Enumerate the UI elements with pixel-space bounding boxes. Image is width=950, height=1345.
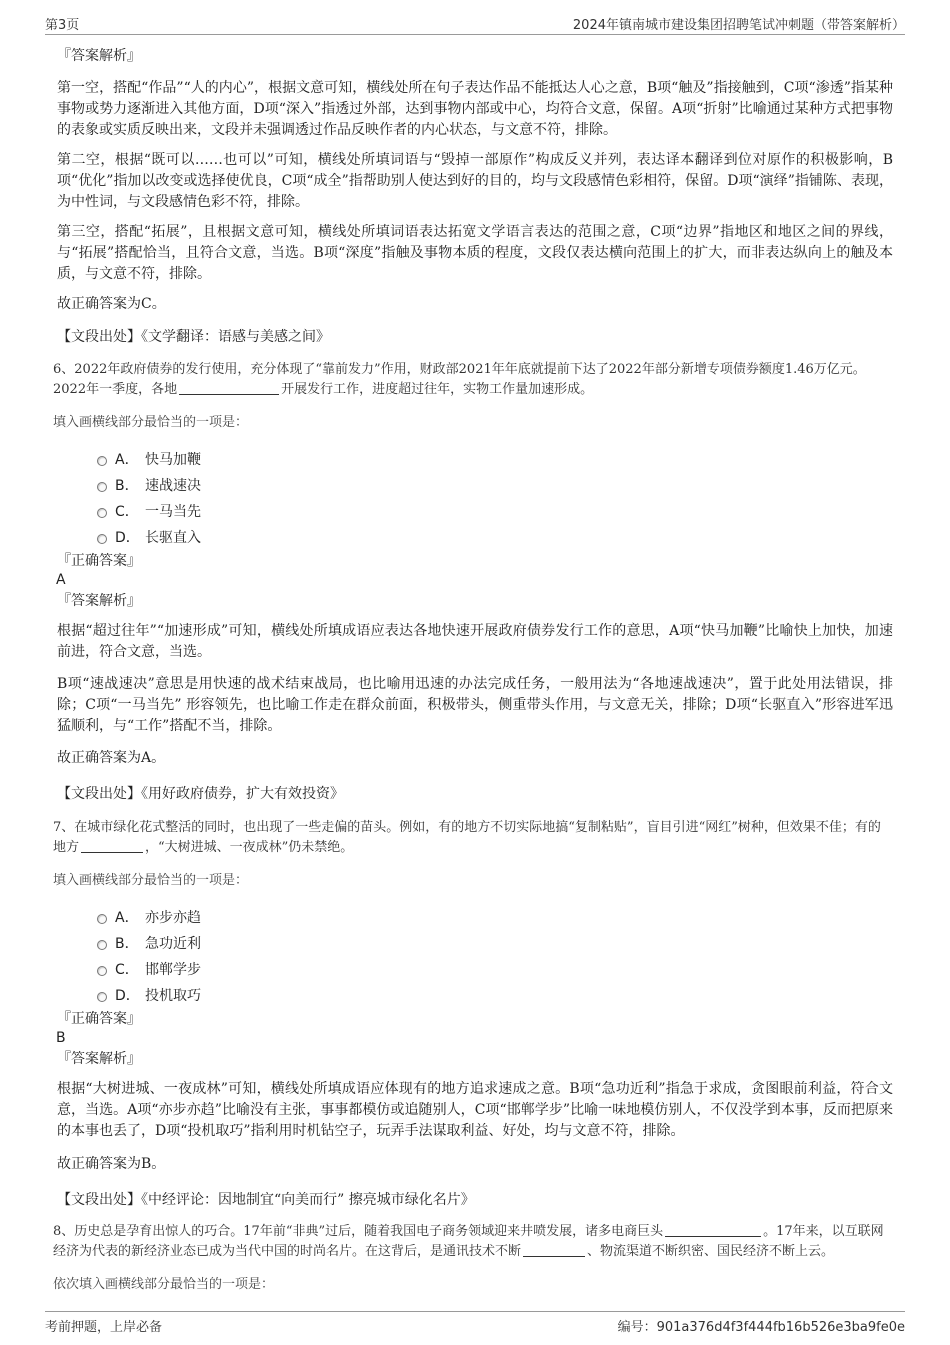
option-letter: D． (115, 530, 140, 546)
q7-question-text (53, 818, 893, 858)
q7-option-d[interactable] (57, 983, 893, 1009)
q7-text-after: ，“大树进城、一夜成林”仍未禁绝。 (145, 840, 354, 855)
document-serial: 编号：901a376d4f3f444fb16b526e3ba9fe0e (617, 1320, 905, 1335)
q5-analysis-paragraph: 第三空，搭配“拓展”，且根据文意可知，横线处所填词语表达拓宽文学语言表达的范围之意，C项“边界”指地区和地区之间的界线，与“拓展”搭配恰当，且符合文意，当选。B项“深度”指触及事物本质的程度，文段仅表达横向范围上的扩大，而非表达纵向上的触及本质，与文意不符，排除。 (57, 224, 893, 282)
q6-text-after: 开展发行工作，进度超过往年，实物工作量加速形成。 (281, 382, 594, 397)
option-text: 急功近利 (145, 936, 201, 952)
q6-option-d[interactable] (57, 525, 893, 551)
q5-conclusion: 故正确答案为C。 (57, 296, 166, 312)
q8-blank-1 (665, 1222, 761, 1237)
q7-option-a[interactable] (57, 905, 893, 931)
document-body (53, 46, 893, 1295)
q8-text-2: 。17年来，以互联网经济为代表的新经济业态已成为当代中国的时尚名片。在这背后，是通讯技术不断 (53, 1224, 884, 1259)
option-text: 速战速决 (145, 478, 201, 494)
option-letter: B． (115, 478, 139, 494)
q7-answer-label: 『正确答案』 (57, 1011, 141, 1027)
q6-prompt: 填入画横线部分最恰当的一项是： (53, 415, 249, 430)
q7-options (57, 905, 893, 1009)
radio-button[interactable] (97, 508, 107, 518)
q7-source: 【文段出处】《中经评论：因地制宜“向美而行” 擦亮城市绿化名片》 (57, 1192, 475, 1208)
q6-option-c[interactable] (57, 499, 893, 525)
q6-answer-label: 『正确答案』 (57, 553, 141, 569)
radio-button[interactable] (97, 534, 107, 544)
q6-source: 【文段出处】《用好政府债券，扩大有效投资》 (57, 786, 344, 802)
option-text: 一马当先 (145, 504, 201, 520)
q6-options (57, 447, 893, 551)
page-footer (45, 1311, 905, 1334)
option-letter: B． (115, 936, 139, 952)
page-header (45, 14, 905, 35)
q5-analysis-paragraph: 第一空，搭配“作品”“人的内心”，根据文意可知，横线处所在句子表达作品不能抵达人心之意，B项“触及”指接触到，C项“渗透”指某种事物或势力逐渐进入其他方面，D项“深入”指透过外部，达到事物内部或中心，均符合文意，保留。A项“折射”比喻通过某种方式把事物的表象或实质反映出来，文段并未强调透过作品反映作者的内心状态，与文意不符，排除。 (57, 80, 893, 138)
radio-button[interactable] (97, 992, 107, 1002)
page-number: 第3页 (45, 18, 80, 33)
q7-option-c[interactable] (57, 957, 893, 983)
radio-button[interactable] (97, 482, 107, 492)
q6-analysis-label: 『答案解析』 (57, 593, 141, 609)
option-letter: C． (115, 962, 139, 978)
q7-blank (81, 838, 143, 853)
option-letter: A． (115, 910, 139, 926)
footer-slogan: 考前押题，上岸必备 (45, 1320, 163, 1335)
q6-answer: A (56, 572, 66, 588)
option-text: 投机取巧 (145, 988, 201, 1004)
q6-analysis-paragraph: B项“速战速决”意思是用快速的战术结束战局，也比喻用迅速的办法完成任务，一般用法为“各地速战速决”，置于此处用法错误，排除；C项“一马当先” 形容领先，也比喻工作走在群众前面，积极带头，侧重带头作用，与文意无关，排除；D项“长驱直入”形容进军迅猛顺利，与“工作”搭配不当，排除。 (57, 676, 893, 734)
q8-text-3: 、物流渠道不断织密、国民经济不断上云。 (587, 1244, 835, 1259)
q7-analysis-label: 『答案解析』 (57, 1051, 141, 1067)
document-title: 2024年镇南城市建设集团招聘笔试冲刺题（带答案解析） (572, 18, 905, 33)
q5-analysis-label: 『答案解析』 (57, 48, 141, 64)
q8-question-text (53, 1222, 893, 1262)
radio-button[interactable] (97, 914, 107, 924)
q6-conclusion: 故正确答案为A。 (57, 750, 166, 766)
radio-button[interactable] (97, 940, 107, 950)
q7-option-b[interactable] (57, 931, 893, 957)
q8-text-1: 8、历史总是孕育出惊人的巧合。17年前“非典”过后，随着我国电子商务领域迎来井喷发展，诸多电商巨头 (53, 1224, 664, 1239)
q6-option-b[interactable] (57, 473, 893, 499)
q6-option-a[interactable] (57, 447, 893, 473)
q7-conclusion: 故正确答案为B。 (57, 1156, 166, 1172)
q8-prompt: 依次填入画横线部分最恰当的一项是： (53, 1277, 275, 1292)
q7-analysis-paragraph: 根据“大树进城、一夜成林”可知，横线处所填成语应体现有的地方追求速成之意。B项“急功近利”指急于求成，贪图眼前利益，符合文意，当选。A项“亦步亦趋”比喻没有主张，事事都模仿或追随别人，C项“邯郸学步”比喻一味地模仿别人，不仅没学到本事，反而把原来的本事也丢了，D项“投机取巧”指利用时机钻空子，玩弄手法谋取利益、好处，均与文意不符，排除。 (57, 1081, 893, 1139)
q8-blank-2 (523, 1242, 585, 1257)
option-text: 邯郸学步 (145, 962, 201, 978)
q5-source: 【文段出处】《文学翻译：语感与美感之间》 (57, 329, 330, 345)
option-letter: C． (115, 504, 139, 520)
q7-text-before: 7、在城市绿化花式整活的同时，也出现了一些走偏的苗头。例如，有的地方不切实际地搞“复制粘贴”，盲目引进“网红”树种，但效果不佳；有的地方 (53, 820, 881, 855)
option-letter: D． (115, 988, 140, 1004)
q7-answer: B (56, 1030, 66, 1046)
option-letter: A． (115, 452, 139, 468)
q6-question-text (53, 360, 893, 400)
option-text: 亦步亦趋 (145, 910, 201, 926)
radio-button[interactable] (97, 456, 107, 466)
q6-text-before: 6、2022年政府债券的发行使用，充分体现了“靠前发力”作用，财政部2021年年底就提前下达了2022年部分新增专项债券额度1.46万亿元。2022年一季度，各地 (53, 362, 866, 397)
q5-analysis-paragraph: 第二空，根据“既可以……也可以”可知，横线处所填词语与“毁掉一部原作”构成反义并列，表达译本翻译到位对原作的积极影响，B项“优化”指加以改变或选择使优良，C项“成全”指帮助别人使达到好的目的，均与文段感情色彩相符，保留。D项“演绎”指铺陈、表现，为中性词，与文段感情色彩不符，排除。 (57, 152, 893, 210)
option-text: 长驱直入 (145, 530, 201, 546)
radio-button[interactable] (97, 966, 107, 976)
option-text: 快马加鞭 (145, 452, 201, 468)
q6-blank (179, 380, 279, 395)
q6-analysis-paragraph: 根据“超过往年”“加速形成”可知，横线处所填成语应表达各地快速开展政府债券发行工作的意思，A项“快马加鞭”比喻快上加快，加速前进，符合文意，当选。 (57, 623, 893, 660)
q7-prompt: 填入画横线部分最恰当的一项是： (53, 873, 249, 888)
